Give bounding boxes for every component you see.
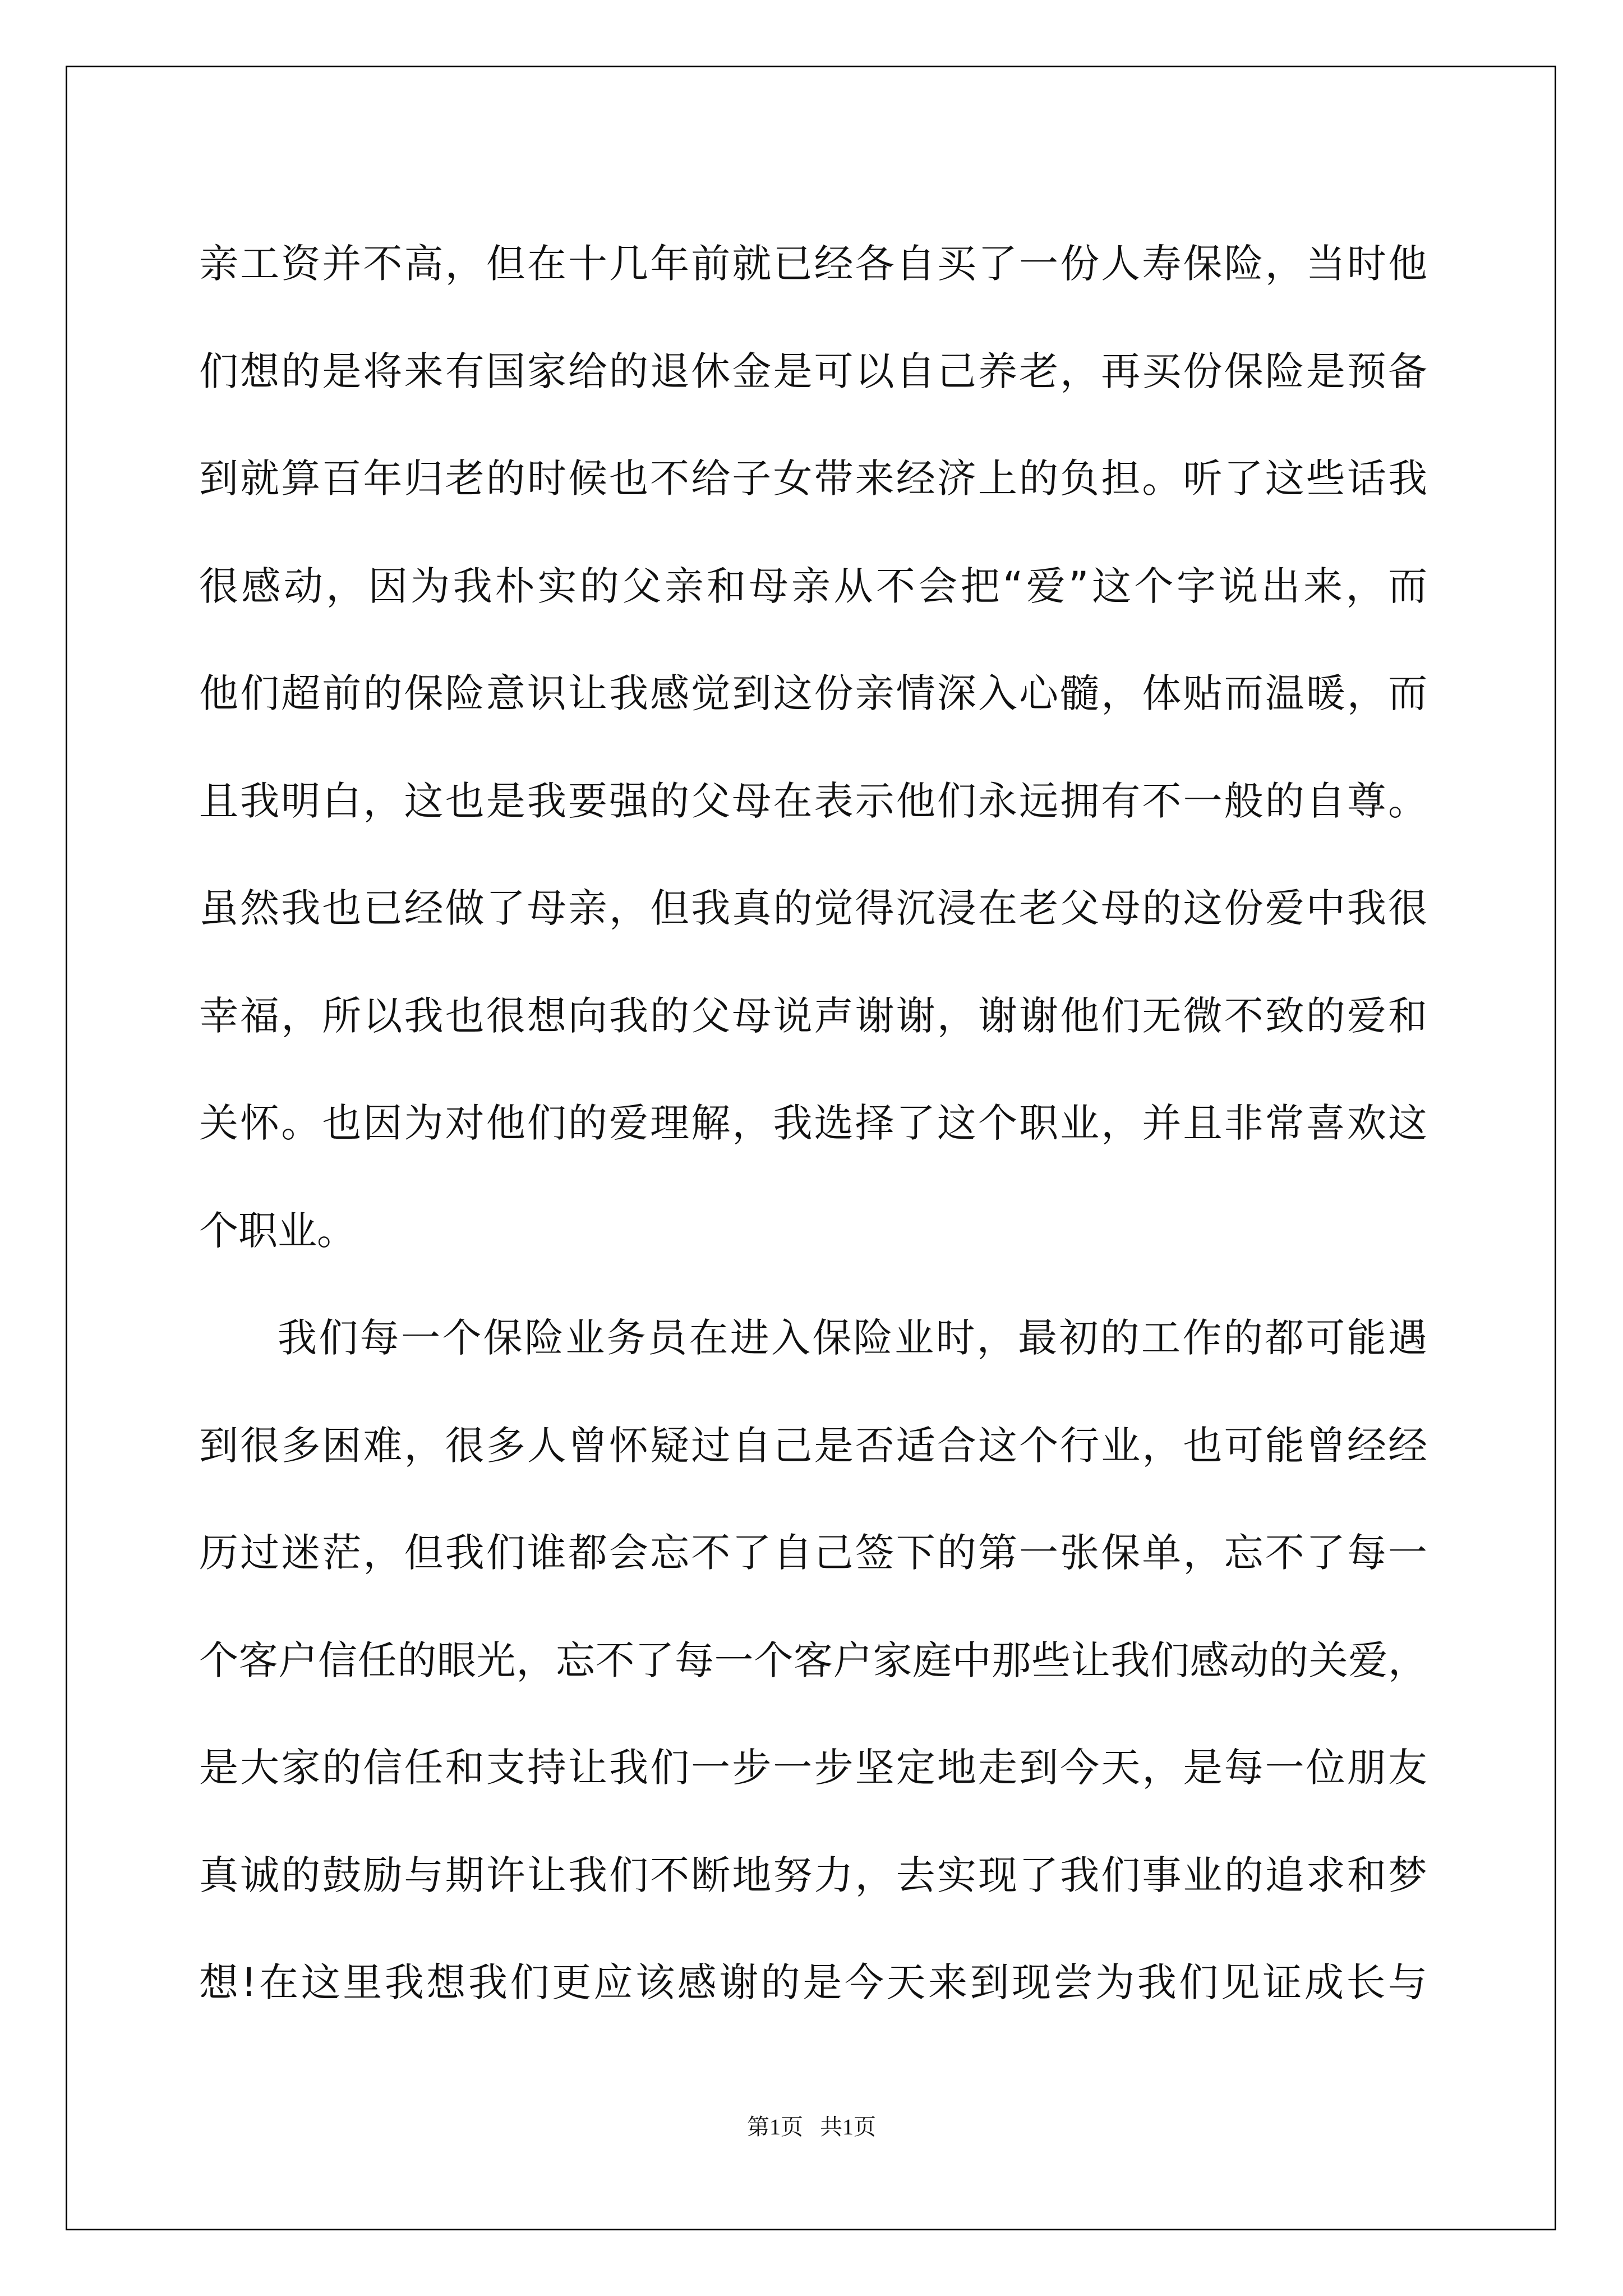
text-line: 们想的是将来有国家给的退休金是可以自己养老，再买份保险是预备: [199, 348, 1427, 394]
text-line: 到就算百年归老的时候也不给子女带来经济上的负担。听了这些话我: [199, 455, 1427, 501]
text-line: 亲工资并不高，但在十几年前就已经各自买了一份人寿保险，当时他: [199, 241, 1427, 287]
text-line: 真诚的鼓励与期许让我们不断地努力，去实现了我们事业的追求和梦: [199, 1852, 1427, 1898]
text-line: 虽然我也已经做了母亲，但我真的觉得沉浸在老父母的这份爱中我很: [199, 885, 1427, 931]
text-line: 到很多困难，很多人曾怀疑过自己是否适合这个行业，也可能曾经经: [199, 1422, 1427, 1469]
text-line: 我们每一个保险业务员在进入保险业时，最初的工作的都可能遇: [278, 1315, 1427, 1361]
text-line: 想!在这里我想我们更应该感谢的是今天来到现尝为我们见证成长与: [199, 1959, 1427, 2005]
text-line: 是大家的信任和支持让我们一步一步坚定地走到今天，是每一位朋友: [199, 1745, 1427, 1791]
text-line: 个客户信任的眼光，忘不了每一个客户家庭中那些让我们感动的关爱，: [199, 1637, 1427, 1683]
text-line: 他们超前的保险意识让我感觉到这份亲情深入心髓，体贴而温暖，而: [199, 670, 1427, 716]
text-line: 历过迷茫，但我们谁都会忘不了自己签下的第一张保单，忘不了每一: [199, 1530, 1427, 1576]
text-line: 且我明白，这也是我要强的父母在表示他们永远拥有不一般的自尊。: [199, 777, 1427, 824]
text-line: 很感动，因为我朴实的父亲和母亲从不会把“爱”这个字说出来，而: [199, 563, 1427, 609]
document-body: [199, 210, 1427, 2037]
text-line: 关怀。也因为对他们的爱理解，我选择了这个职业，并且非常喜欢这: [199, 1100, 1427, 1146]
text-line: 幸福，所以我也很想向我的父母说声谢谢，谢谢他们无微不致的爱和: [199, 992, 1427, 1039]
text-line: 个职业。: [199, 1207, 356, 1254]
page-number-footer: 第1页 共1页: [747, 2114, 876, 2139]
